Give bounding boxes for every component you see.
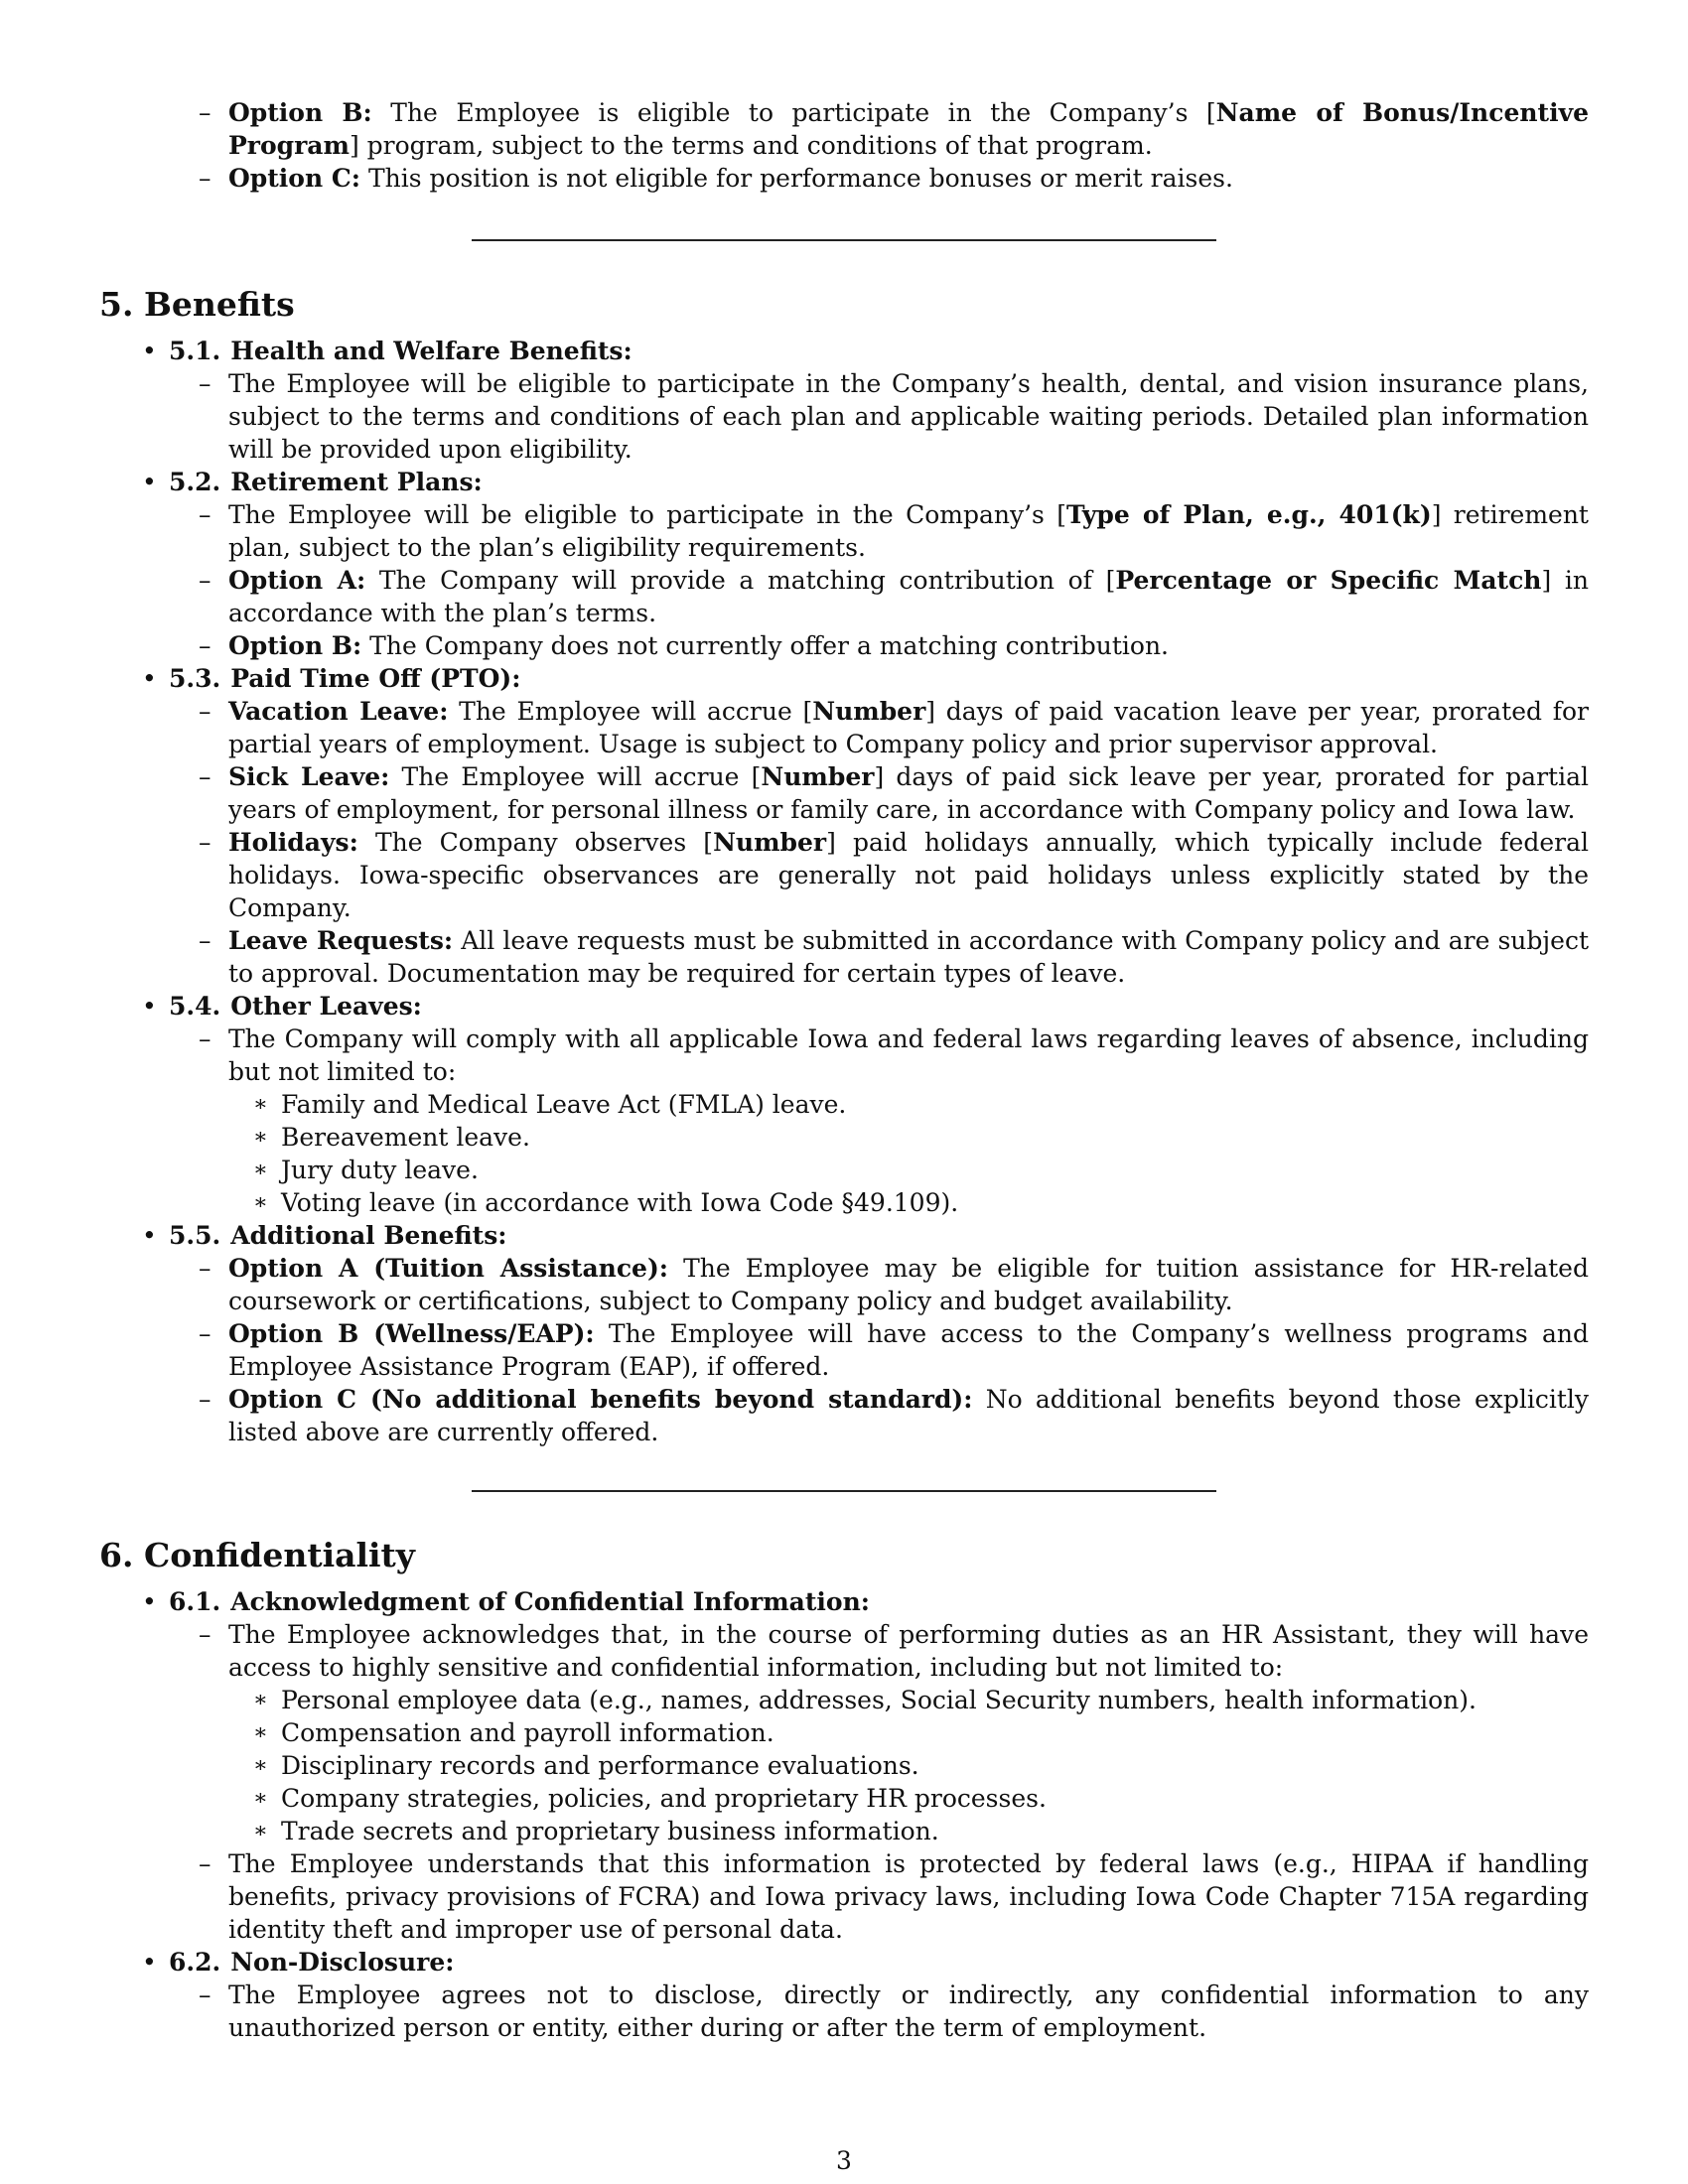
list-item: ∗ Bereavement leave. xyxy=(281,1121,1552,1154)
list-item: – Option B (Wellness/EAP): The Employee will have access to the Company’s wellness programs and Employee Assistance Program (EAP), if offered. xyxy=(228,1317,1589,1383)
subsection-heading: • 5.4. Other Leaves: xyxy=(169,990,1688,1023)
list-item: – Option C (No additional benefits beyond standard): No additional benefits beyond those explicitly listed above are currently offered. xyxy=(228,1383,1589,1448)
list-item: – Option A (Tuition Assistance): The Employee may be eligible for tuition assistance for HR-related coursework or certifications, subject to Company policy and budget availability. xyxy=(228,1252,1589,1317)
paragraph: – The Employee agrees not to disclose, directly or indirectly, any confidential information to any unauthorized person or entity, either during or after the term of employment. xyxy=(228,1979,1589,2044)
paragraph: – The Company will comply with all applicable Iowa and federal laws regarding leaves of absence, including but not limited to: xyxy=(228,1023,1589,1088)
paragraph: – The Employee understands that this information is protected by federal laws (e.g., HIPAA if handling benefits, privacy provisions of FCRA) and Iowa privacy laws, including Iowa Code Chapter 715A regarding identity theft and improper use of personal data. xyxy=(228,1847,1589,1946)
subsection-heading: • 6.2. Non-Disclosure: xyxy=(169,1946,1688,1979)
subsection-heading: • 6.1. Acknowledgment of Confidential Information: xyxy=(169,1585,1688,1618)
paragraph: – The Employee will be eligible to participate in the Company’s health, dental, and vision insurance plans, subject to the terms and conditions of each plan and applicable waiting periods. Detailed plan information will be provided upon eligibility. xyxy=(228,367,1589,466)
list-item: ∗ Trade secrets and proprietary business information. xyxy=(281,1815,1552,1847)
list-item: – Vacation Leave: The Employee will accrue [Number] days of paid vacation leave per year, prorated for partial years of employment. Usage is subject to Company policy and prior supervisor approval. xyxy=(228,695,1589,760)
list-item: ∗ Compensation and payroll information. xyxy=(281,1716,1552,1749)
subsection-heading: • 5.2. Retirement Plans: xyxy=(169,466,1688,498)
section-heading: 6. Confidentiality xyxy=(99,1536,415,1574)
list-item: ∗ Family and Medical Leave Act (FMLA) leave. xyxy=(281,1088,1552,1121)
subsection-heading: • 5.3. Paid Time Off (PTO): xyxy=(169,662,1688,695)
list-item: ∗ Company strategies, policies, and proprietary HR processes. xyxy=(281,1782,1552,1815)
list-item: ∗ Disciplinary records and performance evaluations. xyxy=(281,1749,1552,1782)
list-item: – Option C: This position is not eligible for performance bonuses or merit raises. xyxy=(228,162,1589,195)
list-item: – Sick Leave: The Employee will accrue [Number] days of paid sick leave per year, prorated for partial years of employment, for personal illness or family care, in accordance with Company policy and Iowa law. xyxy=(228,760,1589,826)
option-label: Option B: xyxy=(228,98,372,127)
page-number: 3 xyxy=(836,2146,852,2175)
section-heading: 5. Benefits xyxy=(99,285,295,324)
list-item: ∗ Voting leave (in accordance with Iowa Code §49.109). xyxy=(281,1186,1552,1219)
subsection-heading: • 5.1. Health and Welfare Benefits: xyxy=(169,335,1688,367)
list-item: – Option B: The Employee is eligible to participate in the Company’s [Name of Bonus/Incentive Program] program, subject to the terms and conditions of that program. xyxy=(228,96,1589,162)
paragraph: – The Employee will be eligible to participate in the Company’s [Type of Plan, e.g., 401(k)] retirement plan, subject to the plan’s eligibility requirements. xyxy=(228,498,1589,564)
list-item: – Option B: The Company does not currently offer a matching contribution. xyxy=(228,629,1589,662)
list-item: – Leave Requests: All leave requests must be submitted in accordance with Company policy and are subject to approval. Documentation may be required for certain types of leave. xyxy=(228,924,1589,990)
list-item: – Holidays: The Company observes [Number] paid holidays annually, which typically include federal holidays. Iowa-specific observances are generally not paid holidays unless explicitly stated by the Company. xyxy=(228,826,1589,924)
subsection-heading: • 5.5. Additional Benefits: xyxy=(169,1219,1688,1252)
list-item: ∗ Personal employee data (e.g., names, addresses, Social Security numbers, health information). xyxy=(281,1684,1552,1716)
paragraph: – The Employee acknowledges that, in the course of performing duties as an HR Assistant, they will have access to highly sensitive and confidential information, including but not limited to: xyxy=(228,1618,1589,1684)
option-label: Option C: xyxy=(228,164,360,193)
list-item: – Option A: The Company will provide a matching contribution of [Percentage or Specific Match] in accordance with the plan’s terms. xyxy=(228,564,1589,629)
list-item: ∗ Jury duty leave. xyxy=(281,1154,1552,1186)
